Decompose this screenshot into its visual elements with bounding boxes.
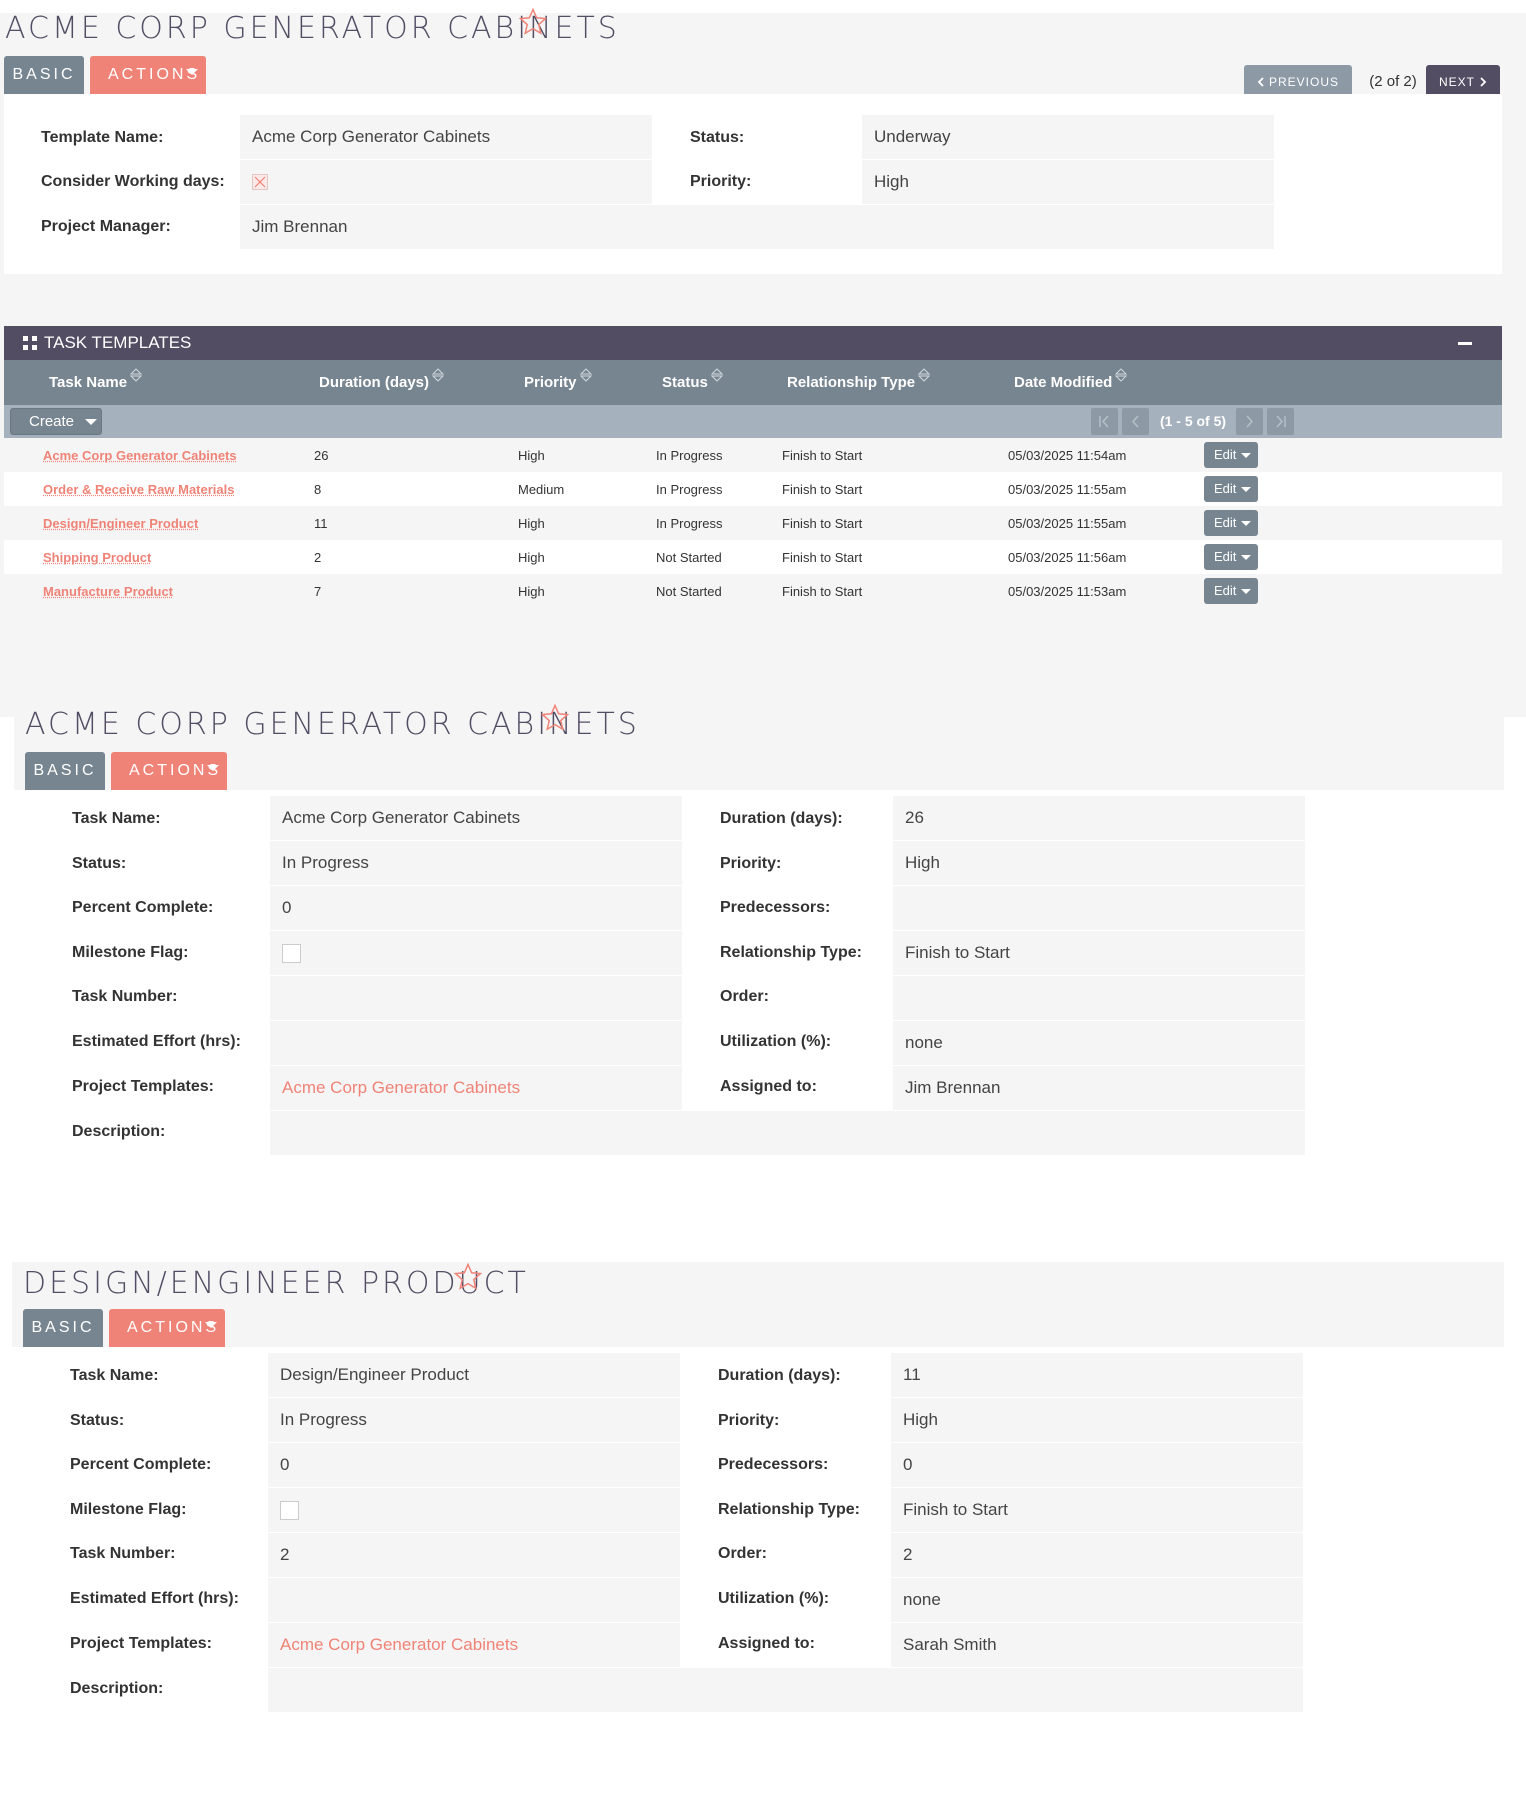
- milestone-flag-value: [270, 931, 682, 975]
- favorite-star-icon[interactable]: [518, 7, 548, 37]
- description-value: [270, 1111, 1305, 1155]
- status-value: Underway: [862, 115, 1274, 159]
- task-duration: 26: [314, 448, 329, 463]
- chevron-left-icon: [1257, 77, 1265, 87]
- milestone-flag-label: Milestone Flag:: [72, 944, 189, 961]
- priority-value: High: [893, 841, 1305, 885]
- working-days-label: Consider Working days:: [41, 173, 225, 190]
- project-templates-link[interactable]: Acme Corp Generator Cabinets: [268, 1623, 680, 1667]
- task-detail-panel-1: [14, 705, 1504, 1243]
- task-status: In Progress: [656, 516, 723, 531]
- edit-button[interactable]: Edit: [1204, 510, 1258, 536]
- task-name-link[interactable]: Design/Engineer Product: [43, 516, 199, 531]
- task-detail-card: [12, 1347, 1504, 1815]
- tab-basic[interactable]: BASIC: [25, 752, 105, 790]
- priority-value: High: [862, 160, 1274, 204]
- priority-label: Priority:: [718, 1412, 780, 1429]
- task-status: In Progress: [656, 448, 723, 463]
- table-row: [4, 574, 1502, 608]
- sort-icon: [130, 368, 142, 382]
- project-detail-card: [4, 94, 1502, 274]
- priority-value: High: [891, 1398, 1303, 1442]
- table-row: [4, 438, 1502, 472]
- utilization-value: none: [891, 1578, 1303, 1622]
- chevron-left-icon: [1122, 408, 1149, 435]
- milestone-checkbox: [280, 1501, 299, 1520]
- task-relationship: Finish to Start: [782, 584, 863, 599]
- task-status: In Progress: [656, 482, 723, 497]
- chevron-right-icon: [1236, 408, 1263, 435]
- priority-label: Priority:: [690, 173, 752, 190]
- column-date-modified[interactable]: Date Modified: [1014, 374, 1127, 391]
- caret-down-icon: [1241, 487, 1251, 492]
- actions-dropdown[interactable]: [109, 1309, 225, 1347]
- working-days-value: [240, 160, 652, 204]
- description-label: Description:: [70, 1680, 164, 1697]
- project-templates-link[interactable]: Acme Corp Generator Cabinets: [270, 1066, 682, 1110]
- estimated-effort-label: Estimated Effort (hrs):: [70, 1590, 239, 1607]
- task-duration: 11: [314, 516, 328, 531]
- sort-icon: [432, 368, 444, 382]
- task-table-header: [4, 360, 1502, 405]
- percent-complete-value: 0: [268, 1443, 680, 1487]
- column-duration[interactable]: Duration (days): [319, 374, 444, 391]
- assigned-to-label: Assigned to:: [718, 1635, 815, 1652]
- task-number-label: Task Number:: [72, 988, 178, 1005]
- task-number-label: Task Number:: [70, 1545, 176, 1562]
- estimated-effort-label: Estimated Effort (hrs):: [72, 1033, 241, 1050]
- create-button[interactable]: [10, 408, 102, 435]
- task-table-pager: [4, 405, 1502, 438]
- actions-label: ACTIONS: [127, 1319, 220, 1336]
- chevron-right-icon: [1479, 77, 1487, 87]
- grid-icon: [22, 335, 38, 351]
- project-manager-value: Jim Brennan: [240, 205, 1274, 249]
- task-number-value: [270, 976, 682, 1020]
- task-date-modified: 05/03/2025 11:55am: [1008, 482, 1127, 497]
- percent-complete-value: 0: [270, 886, 682, 930]
- project-templates-label: Project Templates:: [70, 1635, 212, 1652]
- status-label: Status:: [690, 129, 745, 146]
- percent-complete-label: Percent Complete:: [70, 1456, 212, 1473]
- relationship-type-value: Finish to Start: [893, 931, 1305, 975]
- task-templates-header[interactable]: [4, 326, 1502, 360]
- task-name-value: Design/Engineer Product: [268, 1353, 680, 1397]
- description-label: Description:: [72, 1123, 166, 1140]
- task-name-value: Acme Corp Generator Cabinets: [270, 796, 682, 840]
- status-value: In Progress: [270, 841, 682, 885]
- checkbox-disabled-icon: [252, 174, 268, 190]
- column-priority[interactable]: Priority: [524, 374, 592, 391]
- percent-complete-label: Percent Complete:: [72, 899, 214, 916]
- actions-label: ACTIONS: [108, 66, 201, 83]
- task-name-link[interactable]: Shipping Product: [43, 550, 152, 565]
- task-name-label: Task Name:: [70, 1367, 159, 1384]
- task-name-link[interactable]: Acme Corp Generator Cabinets: [43, 448, 237, 463]
- milestone-checkbox: [282, 944, 301, 963]
- caret-down-icon: [85, 419, 97, 425]
- task-date-modified: 05/03/2025 11:53am: [1008, 584, 1127, 599]
- caret-down-icon: [1241, 589, 1251, 594]
- predecessors-value: [893, 886, 1305, 930]
- utilization-value: none: [893, 1021, 1305, 1065]
- favorite-star-icon[interactable]: [540, 703, 570, 733]
- column-relationship-type[interactable]: Relationship Type: [787, 374, 930, 391]
- actions-label: ACTIONS: [129, 762, 222, 779]
- table-row: [4, 506, 1502, 540]
- create-label: Create: [29, 413, 75, 430]
- order-value: 2: [891, 1533, 1303, 1577]
- task-status: Not Started: [656, 584, 722, 599]
- previous-page-button[interactable]: [1122, 408, 1149, 435]
- task-name-link[interactable]: Order & Receive Raw Materials: [43, 482, 235, 497]
- task-duration: 2: [314, 550, 322, 565]
- edit-button[interactable]: Edit: [1204, 578, 1258, 604]
- task-priority: High: [518, 550, 545, 565]
- order-value: [893, 976, 1305, 1020]
- task-name-link[interactable]: Manufacture Product: [43, 584, 174, 599]
- duration-label: Duration (days):: [720, 810, 843, 827]
- task-duration: 7: [314, 584, 322, 599]
- task-duration: 8: [314, 482, 322, 497]
- duration-value: 11: [891, 1353, 1303, 1397]
- sort-icon: [918, 368, 930, 382]
- task-date-modified: 05/03/2025 11:56am: [1008, 550, 1127, 565]
- last-page-button[interactable]: [1267, 408, 1294, 435]
- task-date-modified: 05/03/2025 11:55am: [1008, 516, 1127, 531]
- task-status: Not Started: [656, 550, 722, 565]
- milestone-flag-value: [268, 1488, 680, 1532]
- priority-label: Priority:: [720, 855, 782, 872]
- table-row: [4, 472, 1502, 506]
- caret-down-icon: [1241, 521, 1251, 526]
- task-priority: High: [518, 516, 545, 531]
- caret-down-icon: [207, 765, 219, 771]
- sort-icon: [580, 368, 592, 382]
- estimated-effort-value: [268, 1578, 680, 1622]
- caret-down-icon: [1241, 555, 1251, 560]
- task-relationship: Finish to Start: [782, 448, 863, 463]
- task-priority: High: [518, 584, 545, 599]
- record-count: (2 of 2): [1369, 73, 1417, 90]
- previous-label: PREVIOUS: [1268, 75, 1339, 89]
- table-row: [4, 540, 1502, 574]
- task-priority: Medium: [518, 482, 565, 497]
- task-detail-panel-2: [12, 1262, 1504, 1815]
- favorite-star-icon[interactable]: [453, 1262, 483, 1292]
- caret-down-icon: [186, 69, 198, 75]
- task-relationship: Finish to Start: [782, 482, 863, 497]
- task-detail-card: [14, 790, 1504, 1243]
- edit-button[interactable]: Edit: [1204, 476, 1258, 502]
- order-label: Order:: [718, 1545, 767, 1562]
- template-name-label: Template Name:: [41, 129, 164, 146]
- actions-dropdown[interactable]: [90, 56, 206, 94]
- first-page-button[interactable]: [1091, 408, 1118, 435]
- description-value: [268, 1668, 1303, 1712]
- edit-button[interactable]: Edit: [1204, 442, 1258, 468]
- task-title: ACME CORP GENERATOR CABINETS: [25, 707, 640, 742]
- utilization-label: Utilization (%):: [718, 1590, 830, 1607]
- status-label: Status:: [70, 1412, 125, 1429]
- first-page-icon: [1091, 408, 1118, 435]
- milestone-flag-label: Milestone Flag:: [70, 1501, 187, 1518]
- relationship-type-label: Relationship Type:: [718, 1501, 860, 1518]
- column-task-name[interactable]: Task Name: [49, 374, 142, 391]
- task-name-label: Task Name:: [72, 810, 161, 827]
- column-status[interactable]: Status: [662, 374, 723, 391]
- pagination-count: (1 - 5 of 5): [1159, 413, 1227, 429]
- task-templates-title: TASK TEMPLATES: [44, 333, 192, 352]
- collapse-minus-icon[interactable]: [1458, 342, 1472, 345]
- caret-down-icon: [205, 1322, 217, 1328]
- assigned-to-value: Sarah Smith: [891, 1623, 1303, 1667]
- next-label: NEXT: [1438, 75, 1475, 89]
- duration-value: 26: [893, 796, 1305, 840]
- utilization-label: Utilization (%):: [720, 1033, 832, 1050]
- assigned-to-value: Jim Brennan: [893, 1066, 1305, 1110]
- assigned-to-label: Assigned to:: [720, 1078, 817, 1095]
- status-value: In Progress: [268, 1398, 680, 1442]
- actions-dropdown[interactable]: [111, 752, 227, 790]
- sort-icon: [711, 368, 723, 382]
- task-title: DESIGN/ENGINEER PRODUCT: [23, 1266, 529, 1301]
- task-date-modified: 05/03/2025 11:54am: [1008, 448, 1127, 463]
- predecessors-label: Predecessors:: [718, 1456, 829, 1473]
- tab-basic[interactable]: BASIC: [23, 1309, 103, 1347]
- task-number-value: 2: [268, 1533, 680, 1577]
- project-manager-label: Project Manager:: [41, 218, 171, 235]
- page-title: ACME CORP GENERATOR CABINETS: [5, 11, 620, 46]
- duration-label: Duration (days):: [718, 1367, 841, 1384]
- last-page-icon: [1267, 408, 1294, 435]
- edit-button[interactable]: Edit: [1204, 544, 1258, 570]
- task-priority: High: [518, 448, 545, 463]
- next-page-button[interactable]: [1236, 408, 1263, 435]
- tab-basic[interactable]: BASIC: [4, 56, 84, 94]
- project-template-panel: [0, 13, 1526, 717]
- relationship-type-value: Finish to Start: [891, 1488, 1303, 1532]
- template-name-value: Acme Corp Generator Cabinets: [240, 115, 652, 159]
- task-relationship: Finish to Start: [782, 550, 863, 565]
- order-label: Order:: [720, 988, 769, 1005]
- task-relationship: Finish to Start: [782, 516, 863, 531]
- predecessors-label: Predecessors:: [720, 899, 831, 916]
- relationship-type-label: Relationship Type:: [720, 944, 862, 961]
- project-templates-label: Project Templates:: [72, 1078, 214, 1095]
- status-label: Status:: [72, 855, 127, 872]
- predecessors-value: 0: [891, 1443, 1303, 1487]
- caret-down-icon: [1241, 453, 1251, 458]
- sort-icon: [1115, 368, 1127, 382]
- estimated-effort-value: [270, 1021, 682, 1065]
